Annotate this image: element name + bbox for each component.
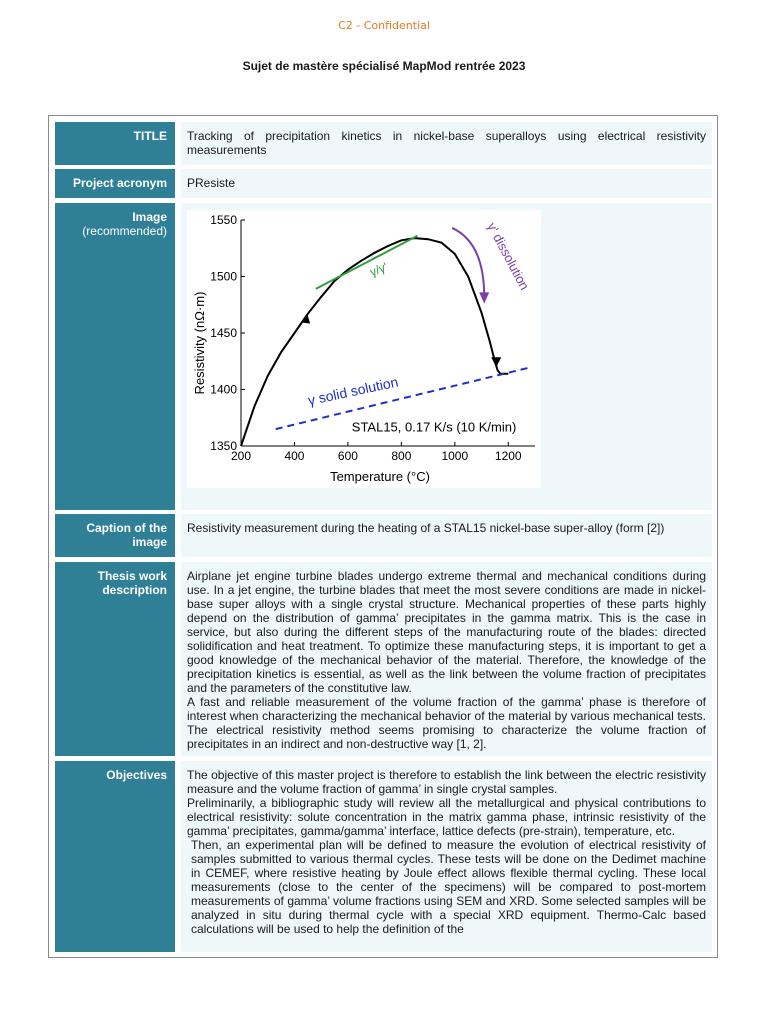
dissolution-arc: [452, 228, 484, 297]
acronym-label: Project acronym: [55, 169, 175, 198]
y-tick-label: 1350: [210, 439, 237, 453]
y-axis-label: Resistivity (nΩ·m): [192, 291, 207, 395]
annotation-gamma-interface: γ/γ': [367, 259, 390, 280]
y-tick-label: 1400: [210, 382, 237, 397]
x-tick-label: 1000: [441, 449, 469, 463]
x-axis-label: Temperature (°C): [330, 469, 430, 484]
document-title: Sujet de mastère spécialisé MapMod rentrée 2023: [242, 59, 526, 73]
image-value: [181, 203, 712, 510]
heating-arrow-marker: [301, 313, 310, 323]
title-label: TITLE: [55, 122, 175, 165]
objectives-paragraph: The objective of this master project is therefore to establish the link between the electric resistivity measure and the volume fraction of gamma’ in single crystal samples.: [187, 768, 706, 796]
annotation-dissolution: γ' dissolution: [484, 220, 533, 293]
y-tick-label: 1450: [210, 326, 237, 340]
y-tick-label: 1550: [210, 213, 237, 227]
project-form-frame: [48, 115, 718, 958]
y-tick-label: 1500: [210, 269, 237, 284]
x-tick-label: 400: [284, 449, 305, 463]
x-tick-label: 1200: [494, 449, 522, 463]
annotation-sample: STAL15, 0.17 K/s (10 K/min): [351, 419, 517, 435]
row-caption: [55, 514, 712, 557]
resistivity-chart: [187, 210, 541, 488]
row-objectives: [55, 761, 712, 952]
title-value: Tracking of precipitation kinetics in nickel-base superalloys using electrical resistivity measurements: [181, 122, 712, 165]
dissolution-arc-head: [479, 292, 489, 303]
caption-label: Caption of the image: [55, 514, 175, 557]
caption-value: Resistivity measurement during the heating of a STAL15 nickel-base super-alloy (form [2]): [181, 514, 712, 557]
objectives-label: Objectives: [55, 761, 175, 952]
dissolution-arrow-marker: [491, 357, 501, 367]
x-tick-label: 800: [391, 449, 412, 463]
thesis-paragraph: A fast and reliable measurement of the volume fraction of the gamma’ phase is therefore of interest when characterizing the mechanical behavior of the material by various mechanical tests. The electrical resistivity method seems promising to characterize the volume fraction of precipitates in an indirect and non-destructive way [1, 2].: [187, 695, 706, 751]
x-tick-label: 200: [230, 449, 252, 463]
row-acronym: [55, 169, 712, 198]
row-title: [55, 122, 712, 165]
thesis-value: [181, 562, 712, 756]
acronym-value: PResiste: [181, 169, 712, 198]
image-label-main: Image: [132, 210, 167, 224]
chart-svg: [187, 210, 541, 488]
row-image: [55, 203, 712, 510]
image-label: [55, 203, 175, 510]
thesis-label: Thesis work description: [55, 562, 175, 756]
thesis-paragraph: Airplane jet engine turbine blades undergo extreme thermal and mechanical conditions during use. In a jet engine, the turbine blades that meet the most severe conditions are made in nickel-base super alloys with a single crystal structure. Mechanical properties of these parts highly depend on the distribution of gamma’ precipitates in the gamma matrix. This is the case in service, but also during the different steps of the manufacturing route of the blades: directed solidification and heat treatment. To optimize these manufacturing steps, it is important to get a good knowledge of the mechanical behavior of the material. Therefore, the knowledge of the precipitation kinetics is essential, as well as the link between the volume fraction of precipitates and the parameters of the constitutive law.: [187, 569, 706, 695]
objectives-paragraph: Preliminarily, a bibliographic study will review all the metallurgical and physical contributions to electrical resistivity: solute concentration in the matrix gamma phase, intrinsic resistivity of the gamma’ precipitates, gamma/gamma’ interface, lattice defects (pre-strain), temperature, etc.: [187, 796, 706, 838]
objectives-paragraph: Then, an experimental plan will be defined to measure the evolution of electrical resistivity of samples submitted to various thermal cycles. These tests will be done on the Dedimet machine in CEMEF, where resistive heating by Joule effect allows flexible thermal cycling. These local measurements (close to the center of the specimens) will be compared to post-mortem measurements of gamma’ volume fractions using SEM and XRD. Some selected samples will be analyzed in situ during thermal cycle with a special XRD equipment. Thermo-Calc based calculations will be used to help the definition of the: [191, 838, 706, 936]
annotation-solid-solution: γ solid solution: [306, 373, 400, 409]
row-thesis: [55, 562, 712, 756]
x-tick-label: 600: [337, 449, 358, 463]
objectives-value: [181, 761, 712, 952]
series-line-1: [316, 236, 418, 289]
image-label-sub: (recommended): [82, 224, 167, 238]
confidential-label: C2 - Confidential: [338, 19, 430, 32]
